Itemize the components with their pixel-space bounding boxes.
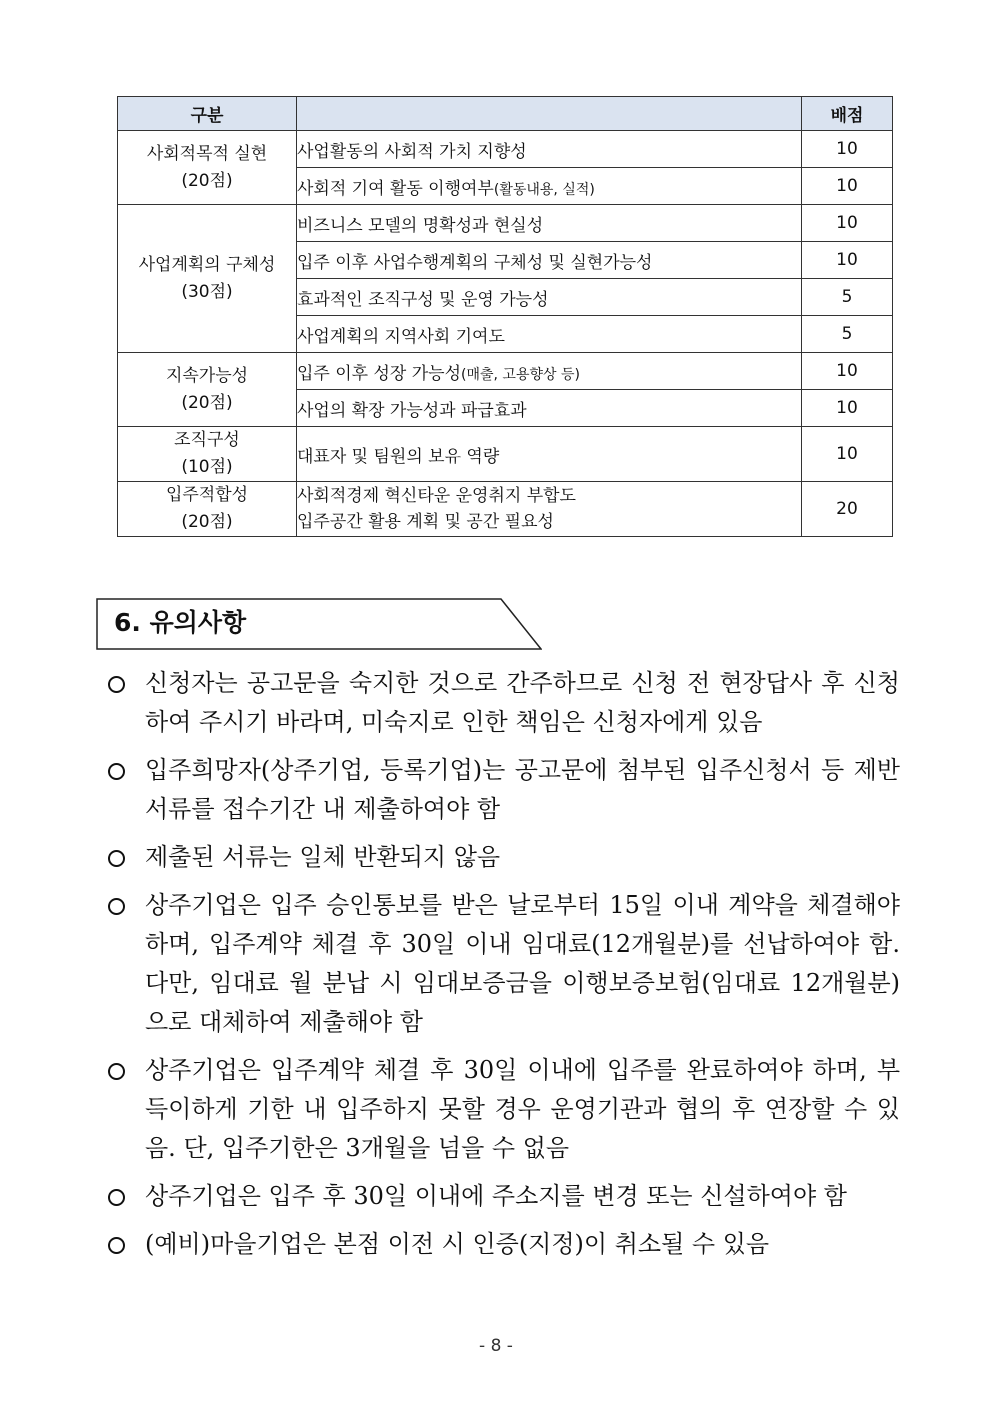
table-row	[118, 427, 893, 482]
header-category: 구분	[118, 97, 297, 131]
category-score: (20점)	[181, 392, 233, 413]
criteria-cell	[297, 427, 802, 482]
points-cell: 10	[802, 168, 893, 205]
note-text: 상주기업은 입주계약 체결 후 30일 이내에 입주를 완료하여야 하며, 부득이하게 기한 내 입주하지 못할 경우 운영기관과 협의 후 연장할 수 있음. 단, 입주기한은 3개월을 넘을 수 없음	[145, 1056, 900, 1162]
criteria-text: 사업의 확장 가능성과 파급효과	[297, 400, 527, 421]
criteria-text: 사회적 기여 활동 이행여부	[297, 178, 494, 199]
circle-bullet-icon	[108, 676, 125, 693]
circle-bullet-icon	[108, 1063, 125, 1080]
category-score: (20점)	[181, 170, 233, 191]
points-cell: 10	[802, 353, 893, 390]
criteria-note: (활동내용, 실적)	[493, 181, 595, 198]
criteria-text: 효과적인 조직구성 및 운영 가능성	[297, 289, 549, 310]
table-row	[118, 131, 893, 168]
criteria-text: 대표자 및 팀원의 보유 역량	[297, 446, 500, 467]
circle-bullet-icon	[108, 1237, 125, 1254]
criteria-text: 비즈니스 모델의 명확성과 현실성	[297, 215, 544, 236]
criteria-cell	[297, 390, 802, 427]
section-title: 6. 유의사항	[114, 608, 247, 637]
header-criteria	[297, 97, 802, 131]
category-score: (10점)	[181, 457, 233, 477]
category-name: 사회적목적 실현	[146, 143, 268, 164]
criteria-cell	[297, 279, 802, 316]
evaluation-table	[117, 96, 893, 537]
circle-bullet-icon	[108, 850, 125, 867]
criteria-text: 사업활동의 사회적 가치 지향성	[297, 141, 527, 162]
criteria-cell	[297, 482, 802, 537]
category-cell	[118, 427, 297, 482]
circle-bullet-icon	[108, 763, 125, 780]
note-text: (예비)마을기업은 본점 이전 시 인증(지정)이 취소될 수 있음	[145, 1230, 770, 1258]
note-text: 제출된 서류는 일체 반환되지 않음	[145, 843, 501, 871]
category-cell	[118, 482, 297, 537]
list-item	[105, 664, 900, 742]
list-item	[105, 1177, 900, 1216]
category-cell	[118, 131, 297, 205]
criteria-cell	[297, 205, 802, 242]
notes-list	[105, 664, 900, 1273]
category-name: 입주적합성	[165, 485, 249, 505]
category-score: (30점)	[181, 281, 233, 302]
category-score: (20점)	[181, 512, 233, 532]
points-cell: 10	[802, 390, 893, 427]
list-item	[105, 751, 900, 829]
criteria-text: 입주공간 활용 계획 및 공간 필요성	[297, 512, 554, 532]
table-row	[118, 482, 893, 537]
criteria-note: (매출, 고용향상 등)	[461, 366, 580, 383]
category-name: 조직구성	[174, 430, 240, 450]
criteria-text: 사회적경제 혁신타운 운영취지 부합도	[297, 486, 576, 506]
table-row	[118, 353, 893, 390]
page-number: - 8 -	[479, 1336, 513, 1356]
circle-bullet-icon	[108, 898, 125, 915]
criteria-cell	[297, 353, 802, 390]
points-cell: 5	[802, 279, 893, 316]
header-points: 배점	[802, 97, 893, 131]
list-item	[105, 1051, 900, 1168]
note-text: 상주기업은 입주 후 30일 이내에 주소지를 변경 또는 신설하여야 함	[145, 1182, 847, 1210]
points-cell: 10	[802, 427, 893, 482]
list-item	[105, 1225, 900, 1264]
criteria-cell	[297, 131, 802, 168]
points-cell: 10	[802, 242, 893, 279]
category-cell	[118, 353, 297, 427]
category-cell	[118, 205, 297, 353]
note-text: 신청자는 공고문을 숙지한 것으로 간주하므로 신청 전 현장답사 후 신청하여 주시기 바라며, 미숙지로 인한 책임은 신청자에게 있음	[145, 669, 900, 736]
criteria-cell	[297, 316, 802, 353]
points-cell: 5	[802, 316, 893, 353]
category-name: 지속가능성	[165, 365, 249, 386]
table-row	[118, 205, 893, 242]
note-text: 입주희망자(상주기업, 등록기업)는 공고문에 첨부된 입주신청서 등 제반서류를 접수기간 내 제출하여야 함	[145, 756, 900, 823]
criteria-text: 입주 이후 사업수행계획의 구체성 및 실현가능성	[297, 252, 653, 273]
table-header-row	[118, 97, 893, 131]
criteria-text: 사업계획의 지역사회 기여도	[297, 326, 505, 347]
circle-bullet-icon	[108, 1189, 125, 1206]
criteria-text: 입주 이후 성장 가능성	[297, 363, 462, 384]
criteria-cell	[297, 168, 802, 205]
points-cell: 10	[802, 205, 893, 242]
points-cell: 10	[802, 131, 893, 168]
category-name: 사업계획의 구체성	[138, 254, 276, 275]
section-heading	[96, 598, 542, 650]
list-item	[105, 886, 900, 1042]
points-cell: 20	[802, 482, 893, 537]
criteria-cell	[297, 242, 802, 279]
list-item	[105, 838, 900, 877]
note-text: 상주기업은 입주 승인통보를 받은 날로부터 15일 이내 계약을 체결해야 하며, 입주계약 체결 후 30일 이내 임대료(12개월분)를 선납하여야 함. 다만, 임대료 월 분납 시 임대보증금을 이행보증보험(임대료 12개월분)으로 대체하여 제출해야 함	[145, 891, 900, 1036]
